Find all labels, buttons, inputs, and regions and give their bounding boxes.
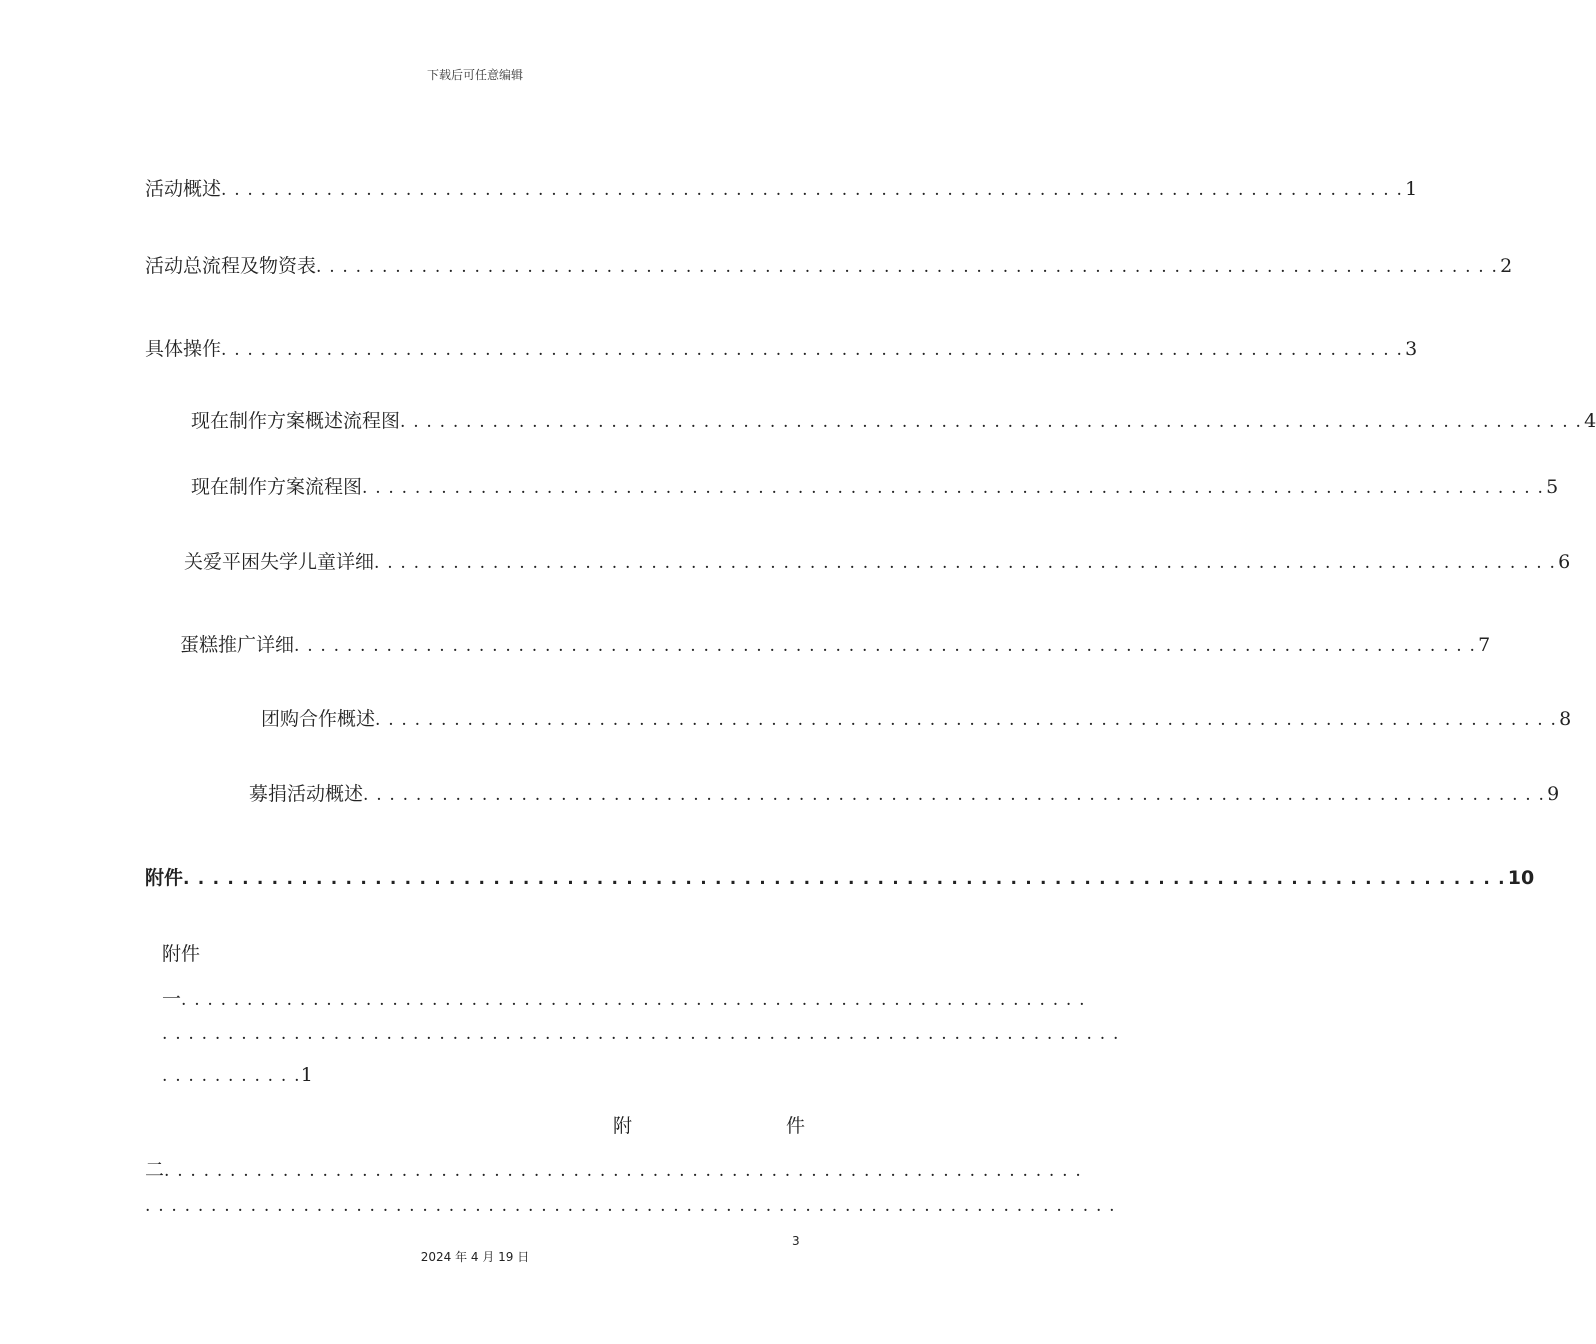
toc-entry[interactable]: [145, 863, 1535, 890]
toc-entry-label: 现在制作方案流程图: [191, 476, 363, 498]
toc-leader-dots: [374, 551, 1556, 573]
attachment-one-leader-line: [162, 984, 1086, 1011]
toc-leader-dots: [375, 708, 1557, 730]
footer-date: 2024 年 4 月 19 日: [420, 1250, 530, 1264]
toc-entry-label: 现在制作方案概述流程图: [191, 410, 401, 432]
toc-leader-dots: [294, 634, 1476, 656]
toc-entry-page: 7: [1478, 634, 1491, 656]
attachment-one-leader-line: [162, 1064, 462, 1086]
toc-leader-dots: . . . . . . . . . . . . . . . . . . . . . . . . . . . . . . . . . . . . . . . . . . . . . . . . . . . . . . . . . . . . . . . . . . . . . .: [164, 1161, 1082, 1181]
toc-entry[interactable]: [191, 406, 1596, 433]
toc-entry-label: 蛋糕推广详细: [180, 634, 295, 656]
toc-entry[interactable]: [184, 547, 1571, 574]
toc-entry-label: 活动概述: [145, 178, 222, 200]
toc-leader-dots: [362, 476, 1544, 498]
toc-entry[interactable]: [145, 251, 1513, 278]
toc-entry-page: 8: [1559, 708, 1572, 730]
toc-entry-page: 3: [1405, 338, 1418, 360]
toc-entry-label: 附件: [145, 867, 184, 889]
attachment-two-word1: 附: [613, 1115, 633, 1137]
attachment-one-title: 附件: [162, 943, 201, 965]
toc-entry-label: 关爱平困失学儿童详细: [184, 551, 375, 573]
attachment-one-prefix: 一: [162, 988, 182, 1010]
toc-entry-label: 募捐活动概述: [249, 783, 364, 805]
toc-entry[interactable]: [145, 174, 1418, 201]
attachment-two-leader-line: [145, 1196, 1116, 1216]
toc-entry-label: 具体操作: [145, 338, 222, 360]
toc-leader-dots: [221, 178, 1403, 200]
toc-leader-dots: . . . . . . . . . . . . . . . . . . . . . . . . . . . . . . . . . . . . . . . . . . . . . . . . . . . . . . . . . . . . . . . . . . . . .: [181, 990, 1086, 1010]
page-number: 3: [792, 1234, 800, 1248]
toc-entry[interactable]: [145, 334, 1418, 361]
toc-entry[interactable]: [249, 779, 1560, 806]
toc-leader-dots: . . . . . . . . . . .: [162, 1066, 301, 1086]
toc-entry-label: 团购合作概述: [261, 708, 376, 730]
toc-entry[interactable]: [191, 472, 1559, 499]
toc-entry-page: 9: [1547, 783, 1560, 805]
attachment-one-leader-line: [162, 1024, 1120, 1044]
attachment-two-prefix: 二: [145, 1159, 165, 1181]
toc-entry-label: 活动总流程及物资表: [145, 255, 317, 277]
toc-entry-page: 1: [1405, 178, 1418, 200]
toc-leader-dots: [400, 410, 1582, 432]
toc-leader-dots: [316, 255, 1498, 277]
toc-entry-page: 6: [1558, 551, 1571, 573]
toc-leader-dots: [183, 867, 1506, 889]
toc-leader-dots: . . . . . . . . . . . . . . . . . . . . . . . . . . . . . . . . . . . . . . . . . . . . . . . . . . . . . . . . . . . . . . . . . . . . . . . . . .: [145, 1196, 1116, 1216]
toc-entry-page: 2: [1500, 255, 1513, 277]
attachment-one-page: 1: [300, 1064, 313, 1086]
toc-entry[interactable]: [261, 704, 1572, 731]
attachment-two-leader-line: [145, 1155, 1082, 1182]
page-header: 下载后可任意编辑: [426, 68, 523, 82]
toc-leader-dots: [363, 783, 1545, 805]
toc-entry-page: 5: [1546, 476, 1559, 498]
toc-entry[interactable]: [180, 630, 1491, 657]
attachment-two-word2: 件: [786, 1115, 806, 1137]
toc-entry-page: 10: [1507, 867, 1535, 889]
toc-leader-dots: . . . . . . . . . . . . . . . . . . . . . . . . . . . . . . . . . . . . . . . . . . . . . . . . . . . . . . . . . . . . . . . . . . . . . . . . .: [162, 1024, 1120, 1044]
toc-entry-page: 4: [1584, 410, 1596, 432]
toc-leader-dots: [221, 338, 1403, 360]
